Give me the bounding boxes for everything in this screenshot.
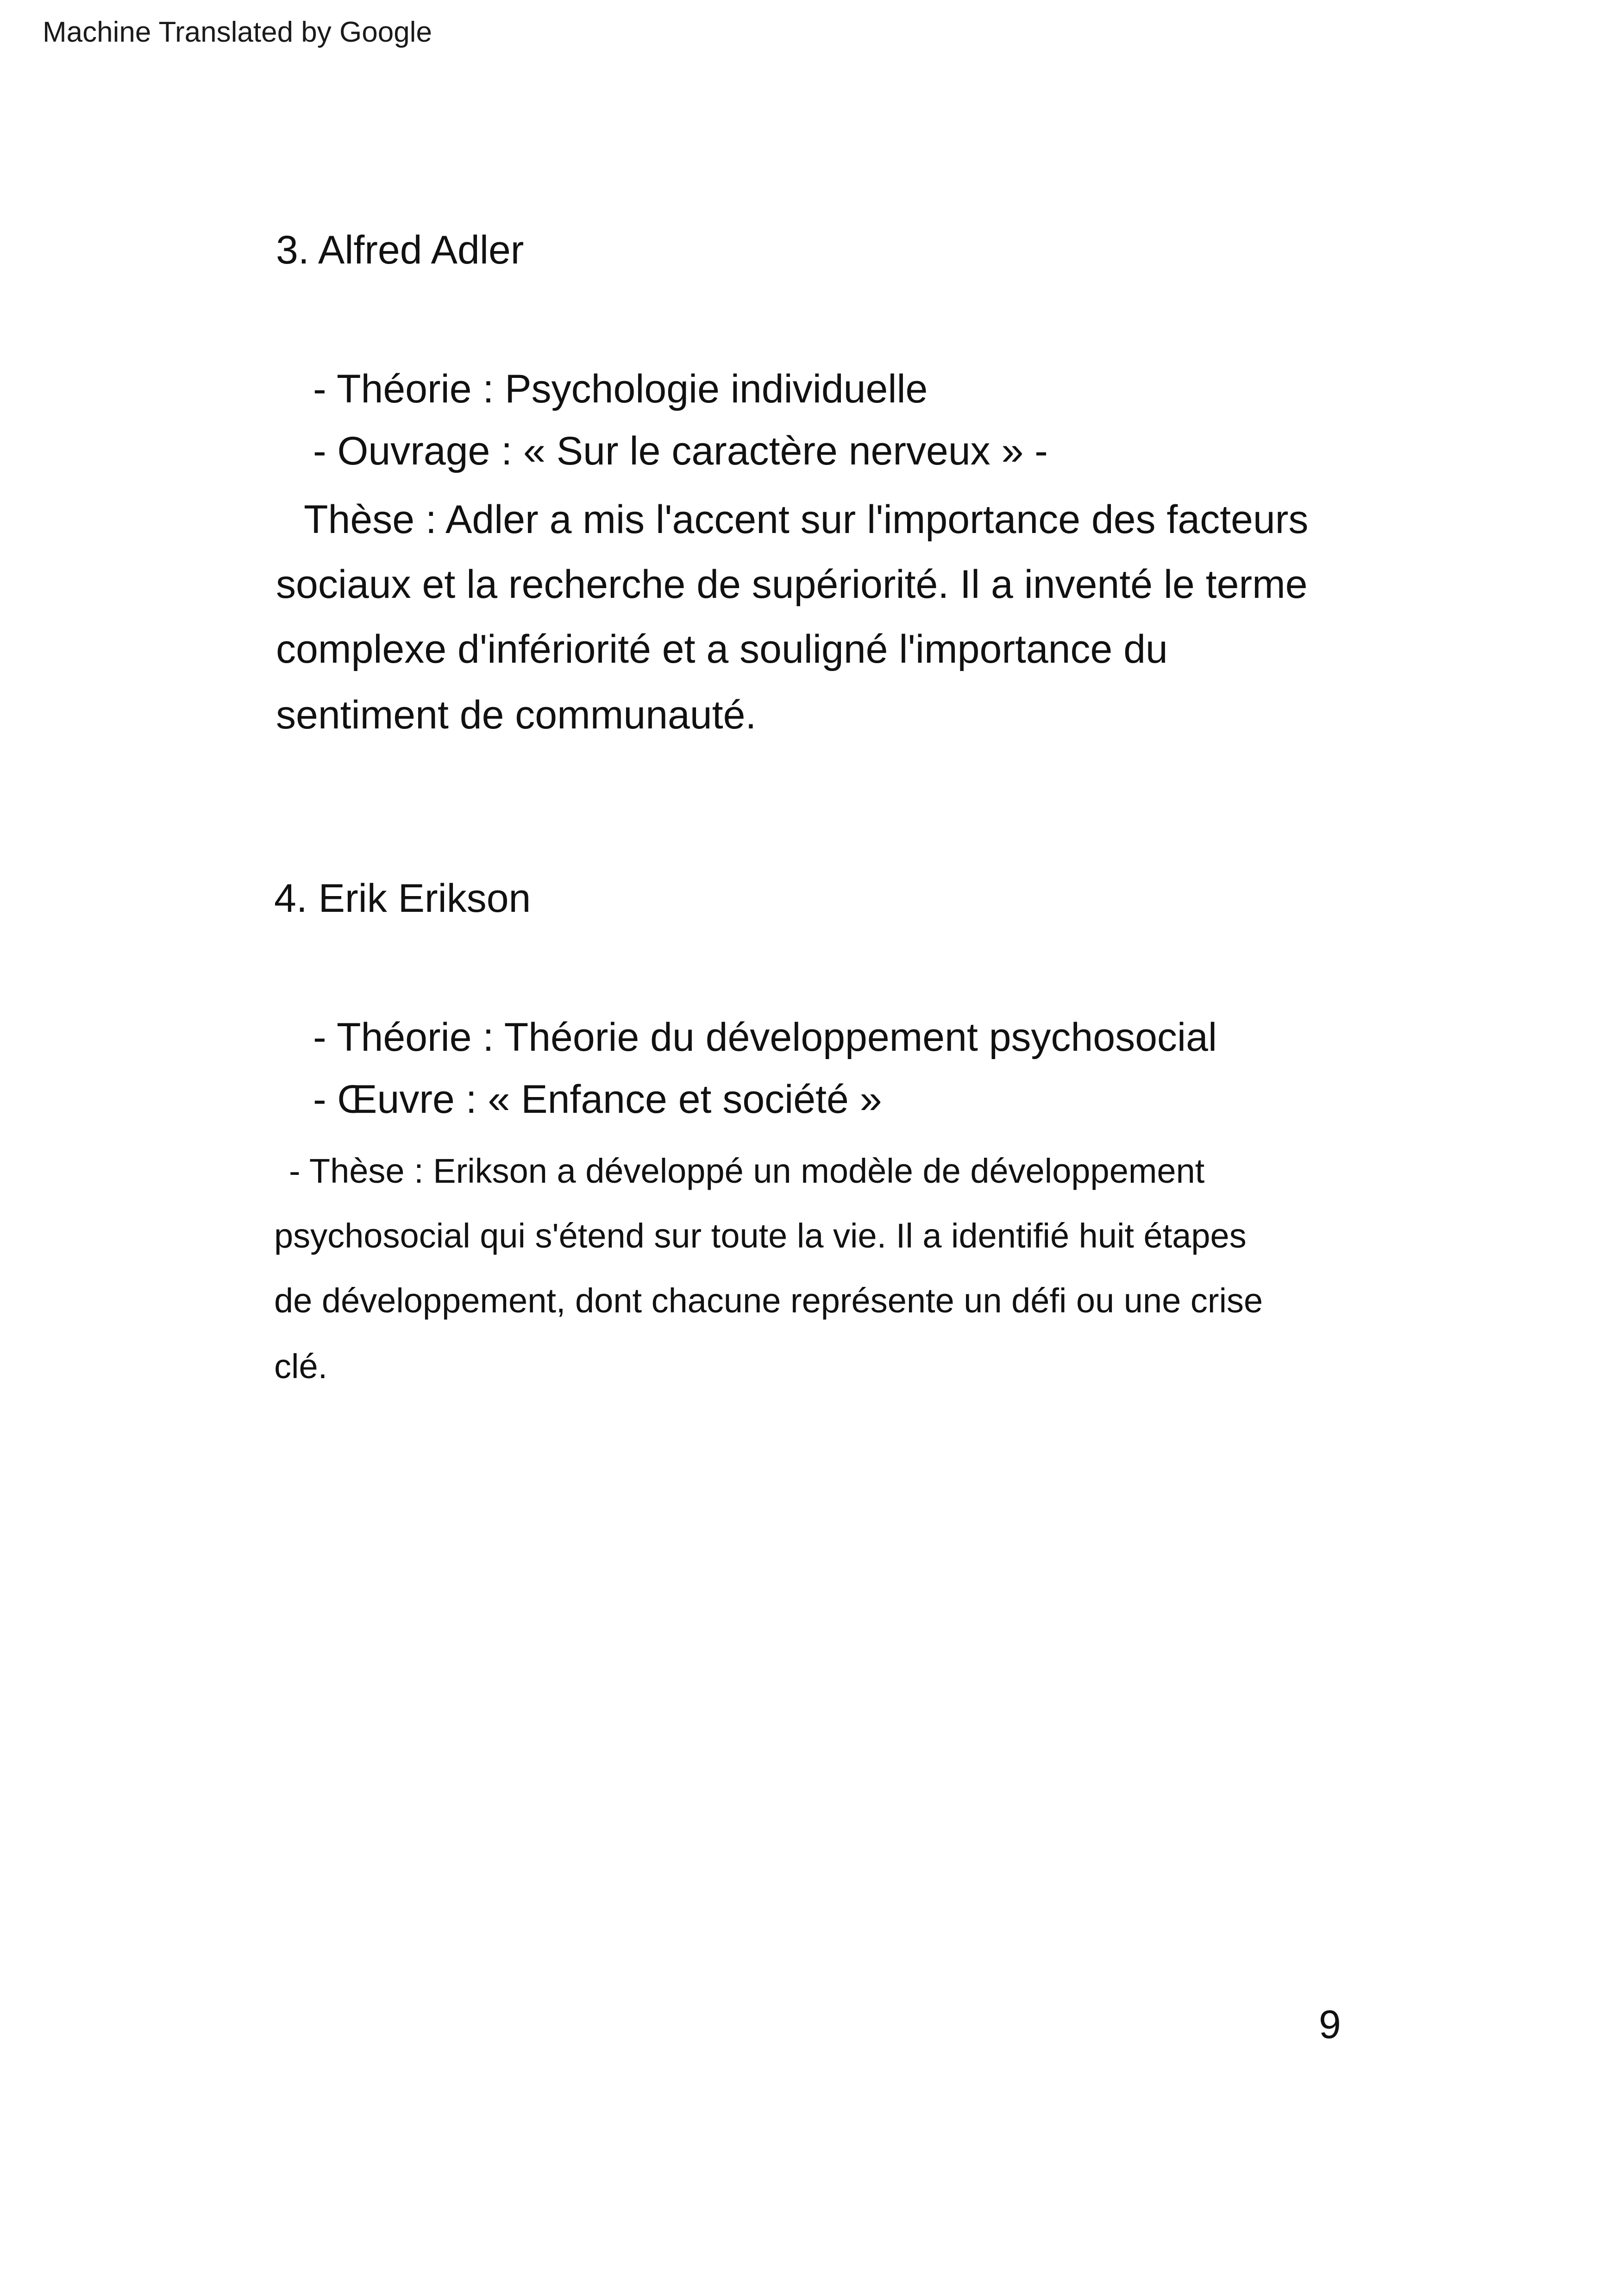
adler-thesis-line-4: sentiment de communauté. [276,693,757,737]
erikson-work: - Œuvre : « Enfance et société » [313,1077,882,1122]
adler-thesis-line-3: complexe d'infériorité et a souligné l'importance du [276,627,1168,671]
adler-thesis-line-1: Thèse : Adler a mis l'accent sur l'importance des facteurs [304,497,1309,542]
page-number: 9 [1319,2002,1341,2047]
erikson-theory: - Théorie : Théorie du développement psychosocial [313,1015,1217,1060]
machine-translation-notice: Machine Translated by Google [43,16,432,48]
adler-thesis-line-2: sociaux et la recherche de supériorité. Il a inventé le terme [276,562,1308,607]
section-heading-erikson: 4. Erik Erikson [274,876,531,921]
erikson-thesis-line-4: clé. [274,1347,328,1386]
adler-theory: - Théorie : Psychologie individuelle [313,367,928,411]
adler-work: - Ouvrage : « Sur le caractère nerveux » - [313,429,1048,473]
erikson-thesis-line-2: psychosocial qui s'étend sur toute la vie. Il a identifié huit étapes [274,1217,1247,1255]
section-heading-adler: 3. Alfred Adler [276,228,524,272]
erikson-thesis-line-3: de développement, dont chacune représente un défi ou une crise [274,1281,1263,1320]
erikson-thesis-line-1: - Thèse : Erikson a développé un modèle de développement [289,1152,1205,1190]
